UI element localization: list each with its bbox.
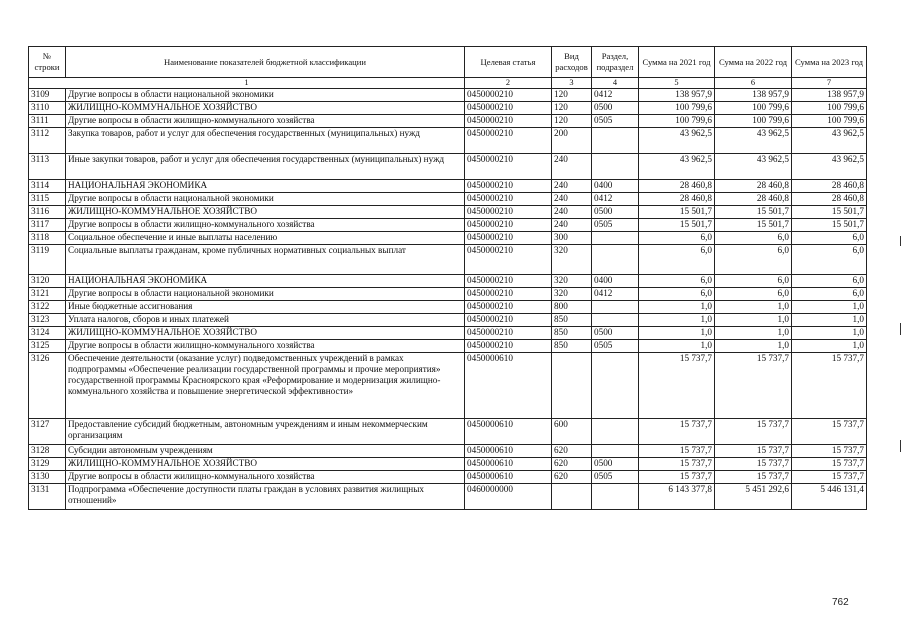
section-cell: 0505 bbox=[592, 471, 639, 484]
sum-2023-cell: 6,0 bbox=[792, 232, 867, 245]
indicator-name-cell: Иные бюджетные ассигнования bbox=[66, 301, 465, 314]
indicator-name-cell: Иные закупки товаров, работ и услуг для обеспечения государственных (муниципальных) нужд bbox=[66, 154, 465, 180]
row-number-cell: 3130 bbox=[29, 471, 66, 484]
sum-2021-cell: 1,0 bbox=[639, 314, 715, 327]
expense-type-cell: 240 bbox=[552, 219, 592, 232]
expense-type-cell: 120 bbox=[552, 102, 592, 115]
indicator-name-cell: Обеспечение деятельности (оказание услуг) подведомственных учреждений в рамках подпрограммы «Обеспечение реализации государственной программы и прочие мероприятия» государственной программы Красноярского края «Реформирование и модернизация жилищно-коммунального хозяйства и повышение энергетической эффективности» bbox=[66, 353, 465, 419]
sum-2022-cell: 6,0 bbox=[715, 288, 792, 301]
sum-2023-cell: 1,0 bbox=[792, 301, 867, 314]
row-number-cell: 3122 bbox=[29, 301, 66, 314]
table-row bbox=[29, 458, 867, 471]
table-row bbox=[29, 445, 867, 458]
row-number-cell: 3109 bbox=[29, 89, 66, 102]
section-cell: 0500 bbox=[592, 206, 639, 219]
table-row bbox=[29, 89, 867, 102]
table-row bbox=[29, 419, 867, 445]
indicator-name-cell: Другие вопросы в области жилищно-коммунального хозяйства bbox=[66, 471, 465, 484]
sum-2023-cell: 15 501,7 bbox=[792, 219, 867, 232]
expense-type-cell bbox=[552, 353, 592, 419]
table-row bbox=[29, 245, 867, 275]
expense-type-cell: 320 bbox=[552, 275, 592, 288]
sum-2021-cell: 28 460,8 bbox=[639, 193, 715, 206]
table-row bbox=[29, 115, 867, 128]
sum-2021-cell: 100 799,6 bbox=[639, 115, 715, 128]
row-number-cell: 3127 bbox=[29, 419, 66, 445]
scan-edge-mark bbox=[900, 440, 901, 452]
sum-2021-cell: 6,0 bbox=[639, 245, 715, 275]
table-row bbox=[29, 193, 867, 206]
table-row bbox=[29, 314, 867, 327]
expense-type-cell: 240 bbox=[552, 206, 592, 219]
scan-edge-mark bbox=[900, 323, 901, 335]
table-body bbox=[29, 89, 867, 510]
expense-type-cell: 600 bbox=[552, 419, 592, 445]
expense-type-cell: 850 bbox=[552, 340, 592, 353]
sum-2022-cell: 1,0 bbox=[715, 327, 792, 340]
sum-2023-cell: 100 799,6 bbox=[792, 115, 867, 128]
sum-2021-cell: 1,0 bbox=[639, 301, 715, 314]
indicator-name-cell: Закупка товаров, работ и услуг для обеспечения государственных (муниципальных) нужд bbox=[66, 128, 465, 154]
expense-type-cell: 240 bbox=[552, 193, 592, 206]
sum-2023-cell: 6,0 bbox=[792, 288, 867, 301]
expense-type-cell: 800 bbox=[552, 301, 592, 314]
section-cell: 0505 bbox=[592, 219, 639, 232]
section-cell: 0400 bbox=[592, 275, 639, 288]
target-article-cell: 0450000610 bbox=[465, 353, 552, 419]
sum-2023-cell: 43 962,5 bbox=[792, 154, 867, 180]
row-number-cell: 3126 bbox=[29, 353, 66, 419]
section-cell: 0412 bbox=[592, 193, 639, 206]
expense-type-cell: 620 bbox=[552, 445, 592, 458]
section-cell: 0412 bbox=[592, 89, 639, 102]
sum-2022-cell: 1,0 bbox=[715, 314, 792, 327]
indicator-name-cell: Другие вопросы в области жилищно-коммунального хозяйства bbox=[66, 340, 465, 353]
indicator-name-cell: ЖИЛИЩНО-КОММУНАЛЬНОЕ ХОЗЯЙСТВО bbox=[66, 458, 465, 471]
row-number-cell: 3123 bbox=[29, 314, 66, 327]
table-row bbox=[29, 219, 867, 232]
table-row bbox=[29, 154, 867, 180]
sum-2022-cell: 43 962,5 bbox=[715, 154, 792, 180]
indicator-name-cell: Субсидии автономным учреждениям bbox=[66, 445, 465, 458]
sum-2021-cell: 15 737,7 bbox=[639, 471, 715, 484]
column-number-3: 3 bbox=[552, 78, 592, 89]
table-row bbox=[29, 275, 867, 288]
table-row bbox=[29, 102, 867, 115]
sum-2021-cell: 15 737,7 bbox=[639, 445, 715, 458]
sum-2023-cell: 15 501,7 bbox=[792, 206, 867, 219]
sum-2022-cell: 15 737,7 bbox=[715, 458, 792, 471]
header-target-article: Целевая статья bbox=[465, 47, 552, 78]
expense-type-cell: 320 bbox=[552, 245, 592, 275]
sum-2022-cell: 1,0 bbox=[715, 340, 792, 353]
sum-2023-cell: 5 446 131,4 bbox=[792, 484, 867, 510]
table-row bbox=[29, 206, 867, 219]
sum-2021-cell: 138 957,9 bbox=[639, 89, 715, 102]
header-sum-2023: Сумма на 2023 год bbox=[792, 47, 867, 78]
expense-type-cell: 120 bbox=[552, 115, 592, 128]
table-row bbox=[29, 327, 867, 340]
row-number-cell: 3124 bbox=[29, 327, 66, 340]
sum-2022-cell: 15 501,7 bbox=[715, 219, 792, 232]
section-cell: 0412 bbox=[592, 288, 639, 301]
sum-2022-cell: 6,0 bbox=[715, 245, 792, 275]
sum-2023-cell: 28 460,8 bbox=[792, 180, 867, 193]
target-article-cell: 0450000610 bbox=[465, 458, 552, 471]
section-cell bbox=[592, 353, 639, 419]
sum-2022-cell: 15 737,7 bbox=[715, 353, 792, 419]
row-number-cell: 3112 bbox=[29, 128, 66, 154]
expense-type-cell: 620 bbox=[552, 458, 592, 471]
expense-type-cell: 320 bbox=[552, 288, 592, 301]
row-number-cell: 3115 bbox=[29, 193, 66, 206]
expense-type-cell: 240 bbox=[552, 154, 592, 180]
section-cell bbox=[592, 419, 639, 445]
sum-2021-cell: 15 501,7 bbox=[639, 219, 715, 232]
section-cell: 0500 bbox=[592, 458, 639, 471]
expense-type-cell: 620 bbox=[552, 471, 592, 484]
target-article-cell: 0450000210 bbox=[465, 327, 552, 340]
indicator-name-cell: Другие вопросы в области жилищно-коммунального хозяйства bbox=[66, 219, 465, 232]
section-cell bbox=[592, 301, 639, 314]
target-article-cell: 0450000210 bbox=[465, 89, 552, 102]
target-article-cell: 0450000210 bbox=[465, 301, 552, 314]
indicator-name-cell: Другие вопросы в области жилищно-коммунального хозяйства bbox=[66, 115, 465, 128]
table-row bbox=[29, 232, 867, 245]
row-number-cell: 3113 bbox=[29, 154, 66, 180]
indicator-name-cell: Социальные выплаты гражданам, кроме публичных нормативных социальных выплат bbox=[66, 245, 465, 275]
sum-2022-cell: 28 460,8 bbox=[715, 193, 792, 206]
sum-2023-cell: 15 737,7 bbox=[792, 471, 867, 484]
indicator-name-cell: НАЦИОНАЛЬНАЯ ЭКОНОМИКА bbox=[66, 275, 465, 288]
sum-2022-cell: 15 501,7 bbox=[715, 206, 792, 219]
sum-2021-cell: 43 962,5 bbox=[639, 128, 715, 154]
sum-2021-cell: 6 143 377,8 bbox=[639, 484, 715, 510]
sum-2021-cell: 6,0 bbox=[639, 232, 715, 245]
section-cell bbox=[592, 484, 639, 510]
target-article-cell: 0450000610 bbox=[465, 445, 552, 458]
header-sum-2022: Сумма на 2022 год bbox=[715, 47, 792, 78]
row-number-cell: 3129 bbox=[29, 458, 66, 471]
table-row bbox=[29, 301, 867, 314]
indicator-name-cell: Другие вопросы в области национальной экономики bbox=[66, 288, 465, 301]
row-number-cell: 3117 bbox=[29, 219, 66, 232]
column-number-row bbox=[29, 78, 867, 89]
sum-2022-cell: 5 451 292,6 bbox=[715, 484, 792, 510]
row-number-cell: 3111 bbox=[29, 115, 66, 128]
expense-type-cell: 200 bbox=[552, 128, 592, 154]
header-expense-type: Вид расходов bbox=[552, 47, 592, 78]
sum-2023-cell: 1,0 bbox=[792, 314, 867, 327]
sum-2023-cell: 6,0 bbox=[792, 275, 867, 288]
expense-type-cell: 300 bbox=[552, 232, 592, 245]
sum-2021-cell: 15 737,7 bbox=[639, 353, 715, 419]
section-cell bbox=[592, 154, 639, 180]
target-article-cell: 0450000210 bbox=[465, 180, 552, 193]
section-cell bbox=[592, 245, 639, 275]
scan-edge-mark bbox=[900, 236, 901, 246]
sum-2023-cell: 1,0 bbox=[792, 327, 867, 340]
expense-type-cell: 120 bbox=[552, 89, 592, 102]
expense-type-cell bbox=[552, 484, 592, 510]
row-number-cell: 3110 bbox=[29, 102, 66, 115]
expense-type-cell: 850 bbox=[552, 327, 592, 340]
sum-2021-cell: 6,0 bbox=[639, 275, 715, 288]
target-article-cell: 0450000210 bbox=[465, 232, 552, 245]
table-row bbox=[29, 288, 867, 301]
target-article-cell: 0450000210 bbox=[465, 128, 552, 154]
section-cell bbox=[592, 128, 639, 154]
section-cell bbox=[592, 314, 639, 327]
sum-2021-cell: 1,0 bbox=[639, 327, 715, 340]
sum-2022-cell: 15 737,7 bbox=[715, 419, 792, 445]
indicator-name-cell: Другие вопросы в области национальной экономики bbox=[66, 193, 465, 206]
sum-2023-cell: 100 799,6 bbox=[792, 102, 867, 115]
sum-2022-cell: 100 799,6 bbox=[715, 115, 792, 128]
section-cell: 0500 bbox=[592, 102, 639, 115]
expense-type-cell: 850 bbox=[552, 314, 592, 327]
expense-type-cell: 240 bbox=[552, 180, 592, 193]
row-number-cell: 3120 bbox=[29, 275, 66, 288]
header-row bbox=[29, 47, 867, 78]
section-cell: 0500 bbox=[592, 327, 639, 340]
section-cell: 0505 bbox=[592, 340, 639, 353]
sum-2022-cell: 28 460,8 bbox=[715, 180, 792, 193]
row-number-cell: 3116 bbox=[29, 206, 66, 219]
sum-2023-cell: 6,0 bbox=[792, 245, 867, 275]
target-article-cell: 0450000610 bbox=[465, 471, 552, 484]
sum-2022-cell: 1,0 bbox=[715, 301, 792, 314]
indicator-name-cell: ЖИЛИЩНО-КОММУНАЛЬНОЕ ХОЗЯЙСТВО bbox=[66, 327, 465, 340]
column-number-6: 6 bbox=[715, 78, 792, 89]
page-number: 762 bbox=[832, 597, 849, 608]
sum-2021-cell: 100 799,6 bbox=[639, 102, 715, 115]
budget-table bbox=[28, 46, 867, 510]
target-article-cell: 0450000210 bbox=[465, 154, 552, 180]
header-sum-2021: Сумма на 2021 год bbox=[639, 47, 715, 78]
indicator-name-cell: Предоставление субсидий бюджетным, автономным учреждениям и иным некоммерческим организациям bbox=[66, 419, 465, 445]
row-number-cell: 3125 bbox=[29, 340, 66, 353]
sum-2023-cell: 15 737,7 bbox=[792, 419, 867, 445]
column-number-5: 5 bbox=[639, 78, 715, 89]
sum-2023-cell: 15 737,7 bbox=[792, 458, 867, 471]
table-row bbox=[29, 471, 867, 484]
row-number-cell: 3128 bbox=[29, 445, 66, 458]
sum-2023-cell: 43 962,5 bbox=[792, 128, 867, 154]
section-cell bbox=[592, 232, 639, 245]
column-number-4: 4 bbox=[592, 78, 639, 89]
table-row bbox=[29, 484, 867, 510]
indicator-name-cell: Социальное обеспечение и иные выплаты населению bbox=[66, 232, 465, 245]
target-article-cell: 0450000210 bbox=[465, 219, 552, 232]
sum-2021-cell: 15 737,7 bbox=[639, 419, 715, 445]
target-article-cell: 0450000210 bbox=[465, 275, 552, 288]
row-number-cell: 3114 bbox=[29, 180, 66, 193]
sum-2022-cell: 138 957,9 bbox=[715, 89, 792, 102]
target-article-cell: 0460000000 bbox=[465, 484, 552, 510]
table-row bbox=[29, 340, 867, 353]
row-number-cell: 3131 bbox=[29, 484, 66, 510]
target-article-cell: 0450000210 bbox=[465, 102, 552, 115]
sum-2021-cell: 1,0 bbox=[639, 340, 715, 353]
sum-2023-cell: 138 957,9 bbox=[792, 89, 867, 102]
target-article-cell: 0450000210 bbox=[465, 288, 552, 301]
indicator-name-cell: Уплата налогов, сборов и иных платежей bbox=[66, 314, 465, 327]
sum-2023-cell: 1,0 bbox=[792, 340, 867, 353]
column-number-1: 1 bbox=[29, 78, 465, 89]
target-article-cell: 0450000210 bbox=[465, 314, 552, 327]
sum-2022-cell: 15 737,7 bbox=[715, 471, 792, 484]
indicator-name-cell: Подпрограмма «Обеспечение доступности платы граждан в условиях развития жилищных отношений» bbox=[66, 484, 465, 510]
target-article-cell: 0450000210 bbox=[465, 115, 552, 128]
indicator-name-cell: ЖИЛИЩНО-КОММУНАЛЬНОЕ ХОЗЯЙСТВО bbox=[66, 206, 465, 219]
row-number-cell: 3121 bbox=[29, 288, 66, 301]
target-article-cell: 0450000210 bbox=[465, 340, 552, 353]
indicator-name-cell: Другие вопросы в области национальной экономики bbox=[66, 89, 465, 102]
sum-2022-cell: 43 962,5 bbox=[715, 128, 792, 154]
table-row bbox=[29, 353, 867, 419]
section-cell: 0400 bbox=[592, 180, 639, 193]
indicator-name-cell: ЖИЛИЩНО-КОММУНАЛЬНОЕ ХОЗЯЙСТВО bbox=[66, 102, 465, 115]
table-row bbox=[29, 180, 867, 193]
sum-2022-cell: 100 799,6 bbox=[715, 102, 792, 115]
row-number-cell: 3118 bbox=[29, 232, 66, 245]
sum-2021-cell: 28 460,8 bbox=[639, 180, 715, 193]
target-article-cell: 0450000210 bbox=[465, 206, 552, 219]
sum-2023-cell: 15 737,7 bbox=[792, 353, 867, 419]
table-header bbox=[29, 47, 867, 89]
sum-2023-cell: 28 460,8 bbox=[792, 193, 867, 206]
header-section: Раздел, подраздел bbox=[592, 47, 639, 78]
header-name: Наименование показателей бюджетной классификации bbox=[66, 47, 465, 78]
sum-2021-cell: 6,0 bbox=[639, 288, 715, 301]
sum-2021-cell: 15 501,7 bbox=[639, 206, 715, 219]
column-number-7: 7 bbox=[792, 78, 867, 89]
sum-2022-cell: 15 737,7 bbox=[715, 445, 792, 458]
sum-2022-cell: 6,0 bbox=[715, 232, 792, 245]
sum-2022-cell: 6,0 bbox=[715, 275, 792, 288]
table-row bbox=[29, 128, 867, 154]
column-number-2: 2 bbox=[465, 78, 552, 89]
section-cell: 0505 bbox=[592, 115, 639, 128]
target-article-cell: 0450000210 bbox=[465, 245, 552, 275]
sum-2021-cell: 15 737,7 bbox=[639, 458, 715, 471]
sum-2023-cell: 15 737,7 bbox=[792, 445, 867, 458]
header-row-number: № строки bbox=[29, 47, 66, 78]
target-article-cell: 0450000610 bbox=[465, 419, 552, 445]
target-article-cell: 0450000210 bbox=[465, 193, 552, 206]
section-cell bbox=[592, 445, 639, 458]
sum-2021-cell: 43 962,5 bbox=[639, 154, 715, 180]
row-number-cell: 3119 bbox=[29, 245, 66, 275]
indicator-name-cell: НАЦИОНАЛЬНАЯ ЭКОНОМИКА bbox=[66, 180, 465, 193]
